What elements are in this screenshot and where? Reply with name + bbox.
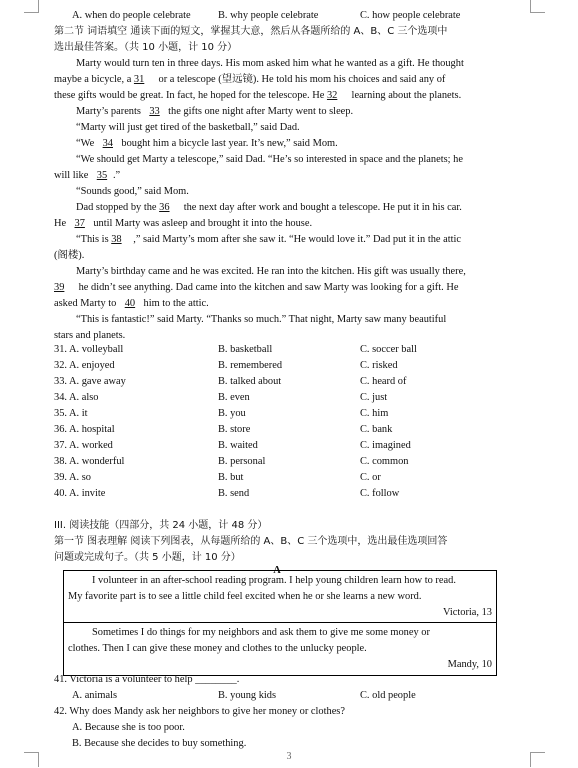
question-option-a: 34. A. also	[54, 392, 99, 403]
question-option-c: C. imagined	[360, 440, 411, 451]
page-number: 3	[286, 751, 292, 762]
victoria-signature: Victoria, 13	[442, 607, 492, 618]
question-option-b: B. personal	[218, 456, 266, 467]
section2-heading-line2: 选出最佳答案。（共 10 小题，计 10 分）	[54, 42, 238, 53]
question-option-b: B. even	[218, 392, 250, 403]
passage-line: Marty’s birthday came and he was excited. He ran into the kitchen. His gift was usually there,	[76, 266, 466, 277]
q41-option-c: C. old people	[360, 690, 416, 701]
blank-35[interactable]: 35	[96, 170, 108, 181]
passage-letter: A	[273, 565, 281, 576]
passage-line: He 37 until Marty was asleep and brought it into the house.	[54, 216, 312, 232]
blank-36[interactable]: 36	[159, 202, 170, 213]
passage-line: these gifts would be great. In fact, he hoped for the telescope. He 32 learning about the planets.	[54, 88, 502, 104]
passage-line: “We should get Marty a telescope,” said Dad. “He’s so interested in space and the planets; he	[76, 154, 463, 165]
question-option-b: B. but	[218, 472, 244, 483]
passage-line: “Marty will just get tired of the basketball,” said Dad.	[76, 122, 300, 133]
mandy-text-line2: clothes. Then I can give these money and clothes to the unlucky people.	[68, 643, 367, 654]
question-option-c: C. just	[360, 392, 388, 403]
blank-31[interactable]: 31	[133, 74, 145, 85]
mandy-signature: Mandy, 10	[447, 659, 492, 670]
q30-option-b: B. why people celebrate	[218, 10, 319, 21]
question-option-a: 35. A. it	[54, 408, 88, 419]
crop-mark-top-right	[530, 0, 545, 13]
question-option-c: C. him	[360, 408, 389, 419]
question-option-c: C. risked	[360, 360, 398, 371]
passage-line: “This is fantastic!” said Marty. “Thanks so much.” That night, Marty saw many beautiful	[76, 314, 447, 325]
question-option-a: 32. A. enjoyed	[54, 360, 115, 371]
q41-option-b: B. young kids	[218, 690, 277, 701]
blank-38[interactable]: 38	[111, 234, 122, 245]
section3-title: III. 阅读技能（四部分，共 24 小题，计 48 分）	[54, 520, 268, 531]
q41-option-a: A. animals	[72, 690, 118, 701]
notice-divider	[63, 622, 497, 623]
question-option-b: B. send	[218, 488, 250, 499]
blank-32[interactable]: 32	[326, 90, 338, 101]
blank-33[interactable]: 33	[149, 106, 160, 117]
mandy-text-line1: Sometimes I do things for my neighbors and ask them to give me some money or	[92, 627, 430, 638]
question-option-a: 40. A. invite	[54, 488, 106, 499]
question-option-a: 36. A. hospital	[54, 424, 115, 435]
q42-option-a: A. Because she is too poor.	[72, 722, 185, 733]
passage-line: “Sounds good,” said Mom.	[76, 186, 189, 197]
passage-line: “This is 38 ,” said Marty’s mom after she saw it. “He would love it.” Dad put it in the attic	[54, 232, 502, 248]
section2-heading-line1: 第二节 词语填空 通读下面的短文，掌握其大意，然后从各题所给的 A、B、C 三个选项中	[54, 26, 448, 37]
question-option-b: B. basketball	[218, 344, 273, 355]
passage-line: will like 35 .”	[54, 168, 120, 184]
q30-option-a: A. when do people celebrate	[72, 10, 191, 21]
passage-line: Dad stopped by the 36 the next day after work and bought a telescope. He put it in his car.	[54, 200, 502, 216]
question-option-c: C. bank	[360, 424, 393, 435]
victoria-text-line1: I volunteer in an after-school reading program. I help young children learn how to read.	[92, 575, 456, 586]
q42-stem: 42. Why does Mandy ask her neighbors to give her money or clothes?	[54, 706, 345, 717]
passage-line: Marty would turn ten in three days. His mom asked him what he wanted as a gift. He thought	[76, 58, 464, 69]
question-option-b: B. waited	[218, 440, 258, 451]
victoria-text-line2: My favorite part is to see a little child feel excited when he or she learns a new word.	[68, 591, 422, 602]
blank-39[interactable]: 39	[54, 282, 65, 293]
question-option-c: C. follow	[360, 488, 400, 499]
passage-line: (阁楼).	[54, 250, 85, 261]
passage-line: stars and planets.	[54, 330, 126, 341]
passage-line: Marty’s parents 33 the gifts one night after Marty went to sleep.	[76, 104, 353, 120]
question-option-a: 39. A. so	[54, 472, 91, 483]
section3-sub-line1: 第一节 图表理解 阅读下列图表，从每题所给的 A、B、C 三个选项中，选出最佳选项回答	[54, 536, 448, 547]
question-option-c: C. soccer ball	[360, 344, 417, 355]
blank-34[interactable]: 34	[102, 138, 113, 149]
blank-40[interactable]: 40	[124, 298, 136, 309]
q42-option-b: B. Because she decides to buy something.	[72, 738, 247, 749]
question-option-a: 33. A. gave away	[54, 376, 126, 387]
question-option-b: B. talked about	[218, 376, 282, 387]
q41-stem: 41. Victoria is a volunteer to help ________.	[54, 674, 240, 685]
section3-sub-line2: 问题或完成句子。（共 5 小题，计 10 分）	[54, 552, 241, 563]
crop-mark-top-left	[24, 0, 39, 13]
question-option-c: C. common	[360, 456, 409, 467]
question-option-b: B. you	[218, 408, 246, 419]
blank-37[interactable]: 37	[74, 218, 85, 229]
q30-option-c: C. how people celebrate	[360, 10, 461, 21]
question-option-c: C. heard of	[360, 376, 407, 387]
passage-line: “We 34 bought him a bicycle last year. It’s new,” said Mom.	[76, 136, 338, 152]
question-option-c: C. or	[360, 472, 381, 483]
question-option-b: B. remembered	[218, 360, 283, 371]
question-option-b: B. store	[218, 424, 251, 435]
passage-line: 39 he didn’t see anything. Dad came into the kitchen and saw Marty was looking for a gift. He	[54, 280, 502, 296]
passage-line: asked Marty to 40 him to the attic.	[54, 296, 209, 312]
passage-line: maybe a bicycle, a 31 or a telescope (望远镜). He told his mom his choices and said any of	[54, 72, 502, 88]
question-option-a: 37. A. worked	[54, 440, 113, 451]
question-option-a: 38. A. wonderful	[54, 456, 125, 467]
question-option-a: 31. A. volleyball	[54, 344, 124, 355]
